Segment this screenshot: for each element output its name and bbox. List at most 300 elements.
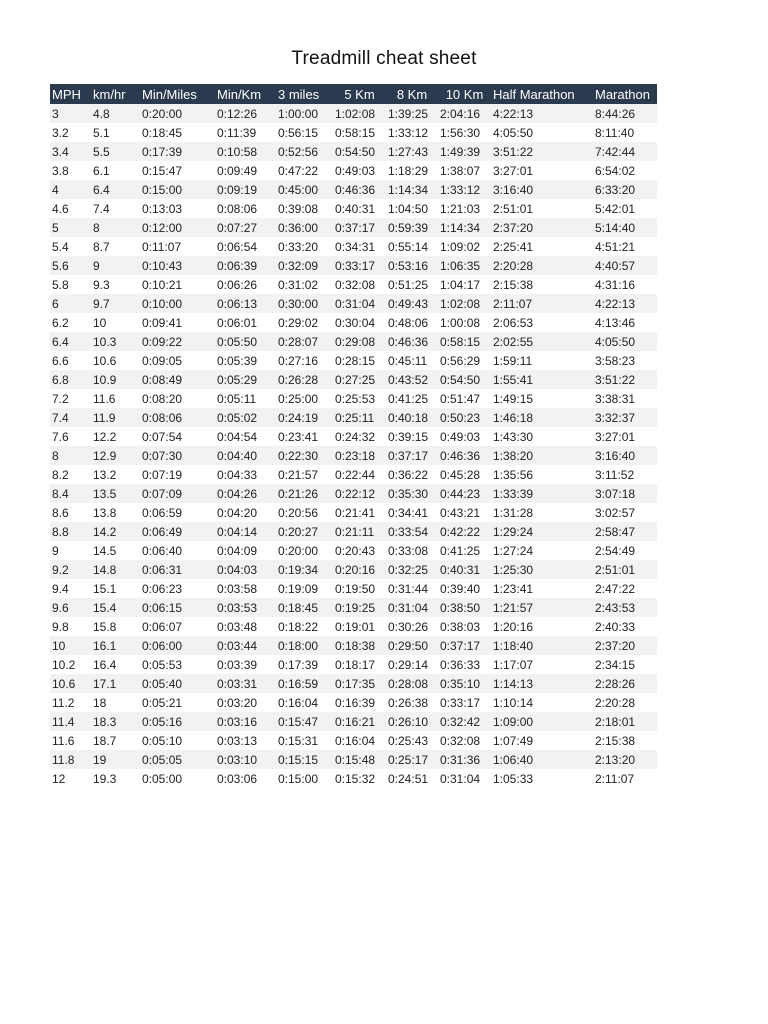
cell-10-km: 0:58:15 bbox=[438, 332, 491, 351]
cell-mph: 7.6 bbox=[50, 427, 91, 446]
cell-marathon: 8:11:40 bbox=[593, 123, 657, 142]
cell-mph: 11.6 bbox=[50, 731, 91, 750]
cell-mph: 3.8 bbox=[50, 161, 91, 180]
table-body bbox=[50, 104, 657, 788]
cell-half-marathon: 1:17:07 bbox=[491, 655, 593, 674]
cell-half-marathon: 3:51:22 bbox=[491, 142, 593, 161]
cell-half-marathon: 1:05:33 bbox=[491, 769, 593, 788]
cell-8-km: 0:53:16 bbox=[386, 256, 438, 275]
cell-10-km: 0:56:29 bbox=[438, 351, 491, 370]
cell-min-km: 0:06:13 bbox=[215, 294, 276, 313]
cell-5-km: 0:32:08 bbox=[333, 275, 386, 294]
cell-8-km: 0:39:15 bbox=[386, 427, 438, 446]
cell-mph: 9.2 bbox=[50, 560, 91, 579]
cell-kmhr: 12.9 bbox=[91, 446, 140, 465]
cell-5-km: 0:19:01 bbox=[333, 617, 386, 636]
cell-8-km: 0:31:04 bbox=[386, 598, 438, 617]
table-row bbox=[50, 636, 657, 655]
cell-10-km: 0:38:50 bbox=[438, 598, 491, 617]
cell-half-marathon: 2:25:41 bbox=[491, 237, 593, 256]
cell-half-marathon: 1:25:30 bbox=[491, 560, 593, 579]
cell-min-miles: 0:07:19 bbox=[140, 465, 215, 484]
cell-10-km: 0:50:23 bbox=[438, 408, 491, 427]
header-min-miles: Min/Miles bbox=[140, 84, 215, 104]
cell-kmhr: 13.8 bbox=[91, 503, 140, 522]
cell-mph: 8 bbox=[50, 446, 91, 465]
cell-5-km: 0:23:18 bbox=[333, 446, 386, 465]
cell-5-km: 0:18:38 bbox=[333, 636, 386, 655]
table-row bbox=[50, 294, 657, 313]
cell-10-km: 0:51:47 bbox=[438, 389, 491, 408]
cell-3-miles: 0:20:00 bbox=[276, 541, 333, 560]
cell-marathon: 3:38:31 bbox=[593, 389, 657, 408]
table-row bbox=[50, 769, 657, 788]
table-row bbox=[50, 275, 657, 294]
header-min-km: Min/Km bbox=[215, 84, 276, 104]
cell-min-km: 0:06:26 bbox=[215, 275, 276, 294]
cell-half-marathon: 1:29:24 bbox=[491, 522, 593, 541]
table-row bbox=[50, 389, 657, 408]
cell-half-marathon: 2:20:28 bbox=[491, 256, 593, 275]
cell-min-miles: 0:05:40 bbox=[140, 674, 215, 693]
table-row bbox=[50, 693, 657, 712]
cell-min-km: 0:03:31 bbox=[215, 674, 276, 693]
cell-min-km: 0:04:09 bbox=[215, 541, 276, 560]
cell-10-km: 0:32:08 bbox=[438, 731, 491, 750]
table-row bbox=[50, 674, 657, 693]
cell-min-km: 0:04:33 bbox=[215, 465, 276, 484]
cell-10-km: 1:02:08 bbox=[438, 294, 491, 313]
cell-min-miles: 0:10:21 bbox=[140, 275, 215, 294]
cell-kmhr: 17.1 bbox=[91, 674, 140, 693]
cell-marathon: 2:40:33 bbox=[593, 617, 657, 636]
cell-mph: 4 bbox=[50, 180, 91, 199]
cell-3-miles: 0:24:19 bbox=[276, 408, 333, 427]
cell-3-miles: 1:00:00 bbox=[276, 104, 333, 123]
cell-min-miles: 0:05:10 bbox=[140, 731, 215, 750]
cell-kmhr: 10 bbox=[91, 313, 140, 332]
cell-mph: 7.2 bbox=[50, 389, 91, 408]
cell-marathon: 5:14:40 bbox=[593, 218, 657, 237]
cell-10-km: 0:54:50 bbox=[438, 370, 491, 389]
cell-marathon: 2:37:20 bbox=[593, 636, 657, 655]
cell-marathon: 7:42:44 bbox=[593, 142, 657, 161]
cell-3-miles: 0:52:56 bbox=[276, 142, 333, 161]
cell-8-km: 0:43:52 bbox=[386, 370, 438, 389]
table-row bbox=[50, 503, 657, 522]
cell-min-km: 0:04:03 bbox=[215, 560, 276, 579]
cell-min-km: 0:04:14 bbox=[215, 522, 276, 541]
cell-10-km: 0:31:04 bbox=[438, 769, 491, 788]
cell-8-km: 0:29:14 bbox=[386, 655, 438, 674]
cell-mph: 5.8 bbox=[50, 275, 91, 294]
cell-10-km: 0:42:22 bbox=[438, 522, 491, 541]
cell-3-miles: 0:17:39 bbox=[276, 655, 333, 674]
cell-kmhr: 16.1 bbox=[91, 636, 140, 655]
cell-mph: 10.6 bbox=[50, 674, 91, 693]
table-row bbox=[50, 332, 657, 351]
table-row bbox=[50, 313, 657, 332]
cell-8-km: 0:36:22 bbox=[386, 465, 438, 484]
cell-5-km: 0:15:32 bbox=[333, 769, 386, 788]
cell-min-km: 0:03:48 bbox=[215, 617, 276, 636]
cell-min-miles: 0:18:45 bbox=[140, 123, 215, 142]
cell-half-marathon: 1:59:11 bbox=[491, 351, 593, 370]
cell-marathon: 2:47:22 bbox=[593, 579, 657, 598]
cell-marathon: 8:44:26 bbox=[593, 104, 657, 123]
cell-marathon: 2:11:07 bbox=[593, 769, 657, 788]
cell-3-miles: 0:16:59 bbox=[276, 674, 333, 693]
cell-marathon: 6:54:02 bbox=[593, 161, 657, 180]
table-row bbox=[50, 446, 657, 465]
cell-marathon: 2:20:28 bbox=[593, 693, 657, 712]
cell-8-km: 0:45:11 bbox=[386, 351, 438, 370]
cell-min-miles: 0:08:06 bbox=[140, 408, 215, 427]
cell-5-km: 0:28:15 bbox=[333, 351, 386, 370]
cell-8-km: 1:33:12 bbox=[386, 123, 438, 142]
cell-10-km: 0:32:42 bbox=[438, 712, 491, 731]
cell-min-km: 0:03:39 bbox=[215, 655, 276, 674]
table-header bbox=[50, 84, 657, 104]
cell-min-miles: 0:09:41 bbox=[140, 313, 215, 332]
cell-3-miles: 0:19:09 bbox=[276, 579, 333, 598]
cell-min-km: 0:08:06 bbox=[215, 199, 276, 218]
table-row bbox=[50, 579, 657, 598]
cell-8-km: 0:46:36 bbox=[386, 332, 438, 351]
table-row bbox=[50, 104, 657, 123]
cell-10-km: 0:45:28 bbox=[438, 465, 491, 484]
cell-half-marathon: 1:55:41 bbox=[491, 370, 593, 389]
cell-mph: 9.8 bbox=[50, 617, 91, 636]
header-8-km: 8 Km bbox=[386, 84, 438, 104]
cell-5-km: 0:15:48 bbox=[333, 750, 386, 769]
cell-3-miles: 0:20:27 bbox=[276, 522, 333, 541]
cell-min-miles: 0:06:59 bbox=[140, 503, 215, 522]
cell-5-km: 0:40:31 bbox=[333, 199, 386, 218]
table-row bbox=[50, 617, 657, 636]
cell-marathon: 4:31:16 bbox=[593, 275, 657, 294]
table-row bbox=[50, 351, 657, 370]
cell-marathon: 3:32:37 bbox=[593, 408, 657, 427]
cell-kmhr: 6.1 bbox=[91, 161, 140, 180]
cell-8-km: 0:25:43 bbox=[386, 731, 438, 750]
cell-5-km: 0:25:53 bbox=[333, 389, 386, 408]
cell-min-miles: 0:05:05 bbox=[140, 750, 215, 769]
cell-min-km: 0:09:19 bbox=[215, 180, 276, 199]
cell-min-km: 0:03:10 bbox=[215, 750, 276, 769]
cell-mph: 11.2 bbox=[50, 693, 91, 712]
cell-kmhr: 14.5 bbox=[91, 541, 140, 560]
cell-marathon: 2:43:53 bbox=[593, 598, 657, 617]
cell-10-km: 1:00:08 bbox=[438, 313, 491, 332]
cell-min-km: 0:04:26 bbox=[215, 484, 276, 503]
cell-mph: 6.8 bbox=[50, 370, 91, 389]
cell-5-km: 0:21:11 bbox=[333, 522, 386, 541]
table-row bbox=[50, 256, 657, 275]
cell-min-miles: 0:07:09 bbox=[140, 484, 215, 503]
cell-kmhr: 18.3 bbox=[91, 712, 140, 731]
cell-half-marathon: 2:02:55 bbox=[491, 332, 593, 351]
cell-marathon: 3:16:40 bbox=[593, 446, 657, 465]
cell-kmhr: 5.1 bbox=[91, 123, 140, 142]
cell-half-marathon: 2:15:38 bbox=[491, 275, 593, 294]
cell-3-miles: 0:47:22 bbox=[276, 161, 333, 180]
cell-kmhr: 14.2 bbox=[91, 522, 140, 541]
cell-mph: 8.2 bbox=[50, 465, 91, 484]
cell-3-miles: 0:56:15 bbox=[276, 123, 333, 142]
cell-kmhr: 10.3 bbox=[91, 332, 140, 351]
cell-marathon: 3:58:23 bbox=[593, 351, 657, 370]
cell-marathon: 5:42:01 bbox=[593, 199, 657, 218]
cell-3-miles: 0:28:07 bbox=[276, 332, 333, 351]
cell-min-miles: 0:07:54 bbox=[140, 427, 215, 446]
table-row bbox=[50, 522, 657, 541]
cell-3-miles: 0:20:56 bbox=[276, 503, 333, 522]
cell-10-km: 0:43:21 bbox=[438, 503, 491, 522]
cell-8-km: 0:34:41 bbox=[386, 503, 438, 522]
cell-half-marathon: 1:07:49 bbox=[491, 731, 593, 750]
cell-8-km: 0:48:06 bbox=[386, 313, 438, 332]
header-3-miles: 3 miles bbox=[276, 84, 333, 104]
cell-kmhr: 15.1 bbox=[91, 579, 140, 598]
cell-marathon: 2:54:49 bbox=[593, 541, 657, 560]
cell-10-km: 0:44:23 bbox=[438, 484, 491, 503]
cell-3-miles: 0:27:16 bbox=[276, 351, 333, 370]
cell-min-miles: 0:05:16 bbox=[140, 712, 215, 731]
cell-5-km: 0:18:17 bbox=[333, 655, 386, 674]
cell-min-miles: 0:05:00 bbox=[140, 769, 215, 788]
cell-half-marathon: 1:27:24 bbox=[491, 541, 593, 560]
cell-kmhr: 19.3 bbox=[91, 769, 140, 788]
cell-kmhr: 10.9 bbox=[91, 370, 140, 389]
cell-3-miles: 0:15:15 bbox=[276, 750, 333, 769]
cell-mph: 5.4 bbox=[50, 237, 91, 256]
pace-table bbox=[50, 84, 657, 788]
cell-mph: 6.6 bbox=[50, 351, 91, 370]
cell-min-miles: 0:06:40 bbox=[140, 541, 215, 560]
cell-min-miles: 0:17:39 bbox=[140, 142, 215, 161]
cell-8-km: 1:14:34 bbox=[386, 180, 438, 199]
cell-mph: 9.6 bbox=[50, 598, 91, 617]
cell-marathon: 4:05:50 bbox=[593, 332, 657, 351]
cell-min-km: 0:03:06 bbox=[215, 769, 276, 788]
cell-min-km: 0:07:27 bbox=[215, 218, 276, 237]
cell-10-km: 1:04:17 bbox=[438, 275, 491, 294]
cell-3-miles: 0:16:04 bbox=[276, 693, 333, 712]
cell-half-marathon: 1:14:13 bbox=[491, 674, 593, 693]
cell-5-km: 0:25:11 bbox=[333, 408, 386, 427]
cell-5-km: 0:16:04 bbox=[333, 731, 386, 750]
cell-min-km: 0:05:11 bbox=[215, 389, 276, 408]
cell-marathon: 4:13:46 bbox=[593, 313, 657, 332]
cell-3-miles: 0:18:22 bbox=[276, 617, 333, 636]
cell-min-miles: 0:09:22 bbox=[140, 332, 215, 351]
cell-5-km: 0:24:32 bbox=[333, 427, 386, 446]
cell-marathon: 2:15:38 bbox=[593, 731, 657, 750]
cell-5-km: 0:20:43 bbox=[333, 541, 386, 560]
cell-marathon: 2:58:47 bbox=[593, 522, 657, 541]
header-half-marathon: Half Marathon bbox=[491, 84, 593, 104]
cell-min-km: 0:04:20 bbox=[215, 503, 276, 522]
cell-5-km: 0:21:41 bbox=[333, 503, 386, 522]
cell-marathon: 3:07:18 bbox=[593, 484, 657, 503]
cell-10-km: 0:40:31 bbox=[438, 560, 491, 579]
cell-10-km: 1:38:07 bbox=[438, 161, 491, 180]
cell-mph: 3 bbox=[50, 104, 91, 123]
cell-kmhr: 7.4 bbox=[91, 199, 140, 218]
cell-kmhr: 10.6 bbox=[91, 351, 140, 370]
cell-mph: 8.4 bbox=[50, 484, 91, 503]
cell-8-km: 0:30:26 bbox=[386, 617, 438, 636]
header-mph: MPH bbox=[50, 84, 91, 104]
cell-half-marathon: 3:27:01 bbox=[491, 161, 593, 180]
cell-half-marathon: 1:06:40 bbox=[491, 750, 593, 769]
cell-3-miles: 0:36:00 bbox=[276, 218, 333, 237]
table-row bbox=[50, 142, 657, 161]
cell-half-marathon: 1:38:20 bbox=[491, 446, 593, 465]
cell-10-km: 0:41:25 bbox=[438, 541, 491, 560]
cell-marathon: 4:40:57 bbox=[593, 256, 657, 275]
table-row bbox=[50, 408, 657, 427]
cell-min-miles: 0:07:30 bbox=[140, 446, 215, 465]
cell-8-km: 0:33:54 bbox=[386, 522, 438, 541]
cell-min-km: 0:10:58 bbox=[215, 142, 276, 161]
cell-8-km: 0:37:17 bbox=[386, 446, 438, 465]
cell-mph: 3.2 bbox=[50, 123, 91, 142]
cell-half-marathon: 2:06:53 bbox=[491, 313, 593, 332]
cell-marathon: 6:33:20 bbox=[593, 180, 657, 199]
cell-min-miles: 0:06:00 bbox=[140, 636, 215, 655]
cell-5-km: 0:19:50 bbox=[333, 579, 386, 598]
cell-min-miles: 0:06:31 bbox=[140, 560, 215, 579]
table-row bbox=[50, 712, 657, 731]
cell-8-km: 0:26:38 bbox=[386, 693, 438, 712]
table-row bbox=[50, 180, 657, 199]
table-row bbox=[50, 218, 657, 237]
table-row bbox=[50, 731, 657, 750]
cell-min-km: 0:03:16 bbox=[215, 712, 276, 731]
cell-min-km: 0:05:29 bbox=[215, 370, 276, 389]
cell-10-km: 0:49:03 bbox=[438, 427, 491, 446]
cell-mph: 6.2 bbox=[50, 313, 91, 332]
cell-5-km: 0:20:16 bbox=[333, 560, 386, 579]
cell-8-km: 0:55:14 bbox=[386, 237, 438, 256]
cell-marathon: 3:27:01 bbox=[593, 427, 657, 446]
cell-min-km: 0:03:13 bbox=[215, 731, 276, 750]
cell-kmhr: 12.2 bbox=[91, 427, 140, 446]
cell-mph: 6 bbox=[50, 294, 91, 313]
cell-marathon: 2:13:20 bbox=[593, 750, 657, 769]
cell-5-km: 1:02:08 bbox=[333, 104, 386, 123]
cell-10-km: 2:04:16 bbox=[438, 104, 491, 123]
cell-10-km: 0:46:36 bbox=[438, 446, 491, 465]
cell-8-km: 0:41:25 bbox=[386, 389, 438, 408]
cell-half-marathon: 2:37:20 bbox=[491, 218, 593, 237]
cell-5-km: 0:46:36 bbox=[333, 180, 386, 199]
cell-3-miles: 0:18:00 bbox=[276, 636, 333, 655]
cell-mph: 7.4 bbox=[50, 408, 91, 427]
cell-10-km: 1:06:35 bbox=[438, 256, 491, 275]
cell-kmhr: 9.3 bbox=[91, 275, 140, 294]
cell-half-marathon: 3:16:40 bbox=[491, 180, 593, 199]
cell-marathon: 3:11:52 bbox=[593, 465, 657, 484]
cell-5-km: 0:49:03 bbox=[333, 161, 386, 180]
cell-5-km: 0:19:25 bbox=[333, 598, 386, 617]
cell-kmhr: 4.8 bbox=[91, 104, 140, 123]
cell-min-miles: 0:08:49 bbox=[140, 370, 215, 389]
cell-min-km: 0:03:20 bbox=[215, 693, 276, 712]
cell-5-km: 0:17:35 bbox=[333, 674, 386, 693]
cell-3-miles: 0:25:00 bbox=[276, 389, 333, 408]
cell-kmhr: 8.7 bbox=[91, 237, 140, 256]
cell-10-km: 1:14:34 bbox=[438, 218, 491, 237]
cell-8-km: 0:32:25 bbox=[386, 560, 438, 579]
cell-min-km: 0:09:49 bbox=[215, 161, 276, 180]
cell-kmhr: 5.5 bbox=[91, 142, 140, 161]
cell-half-marathon: 2:51:01 bbox=[491, 199, 593, 218]
cell-10-km: 1:33:12 bbox=[438, 180, 491, 199]
cell-mph: 11.8 bbox=[50, 750, 91, 769]
cell-8-km: 1:27:43 bbox=[386, 142, 438, 161]
cell-kmhr: 8 bbox=[91, 218, 140, 237]
cell-half-marathon: 1:10:14 bbox=[491, 693, 593, 712]
cell-half-marathon: 4:22:13 bbox=[491, 104, 593, 123]
table-row bbox=[50, 199, 657, 218]
cell-kmhr: 11.6 bbox=[91, 389, 140, 408]
cell-half-marathon: 1:33:39 bbox=[491, 484, 593, 503]
cell-half-marathon: 1:46:18 bbox=[491, 408, 593, 427]
cell-min-km: 0:11:39 bbox=[215, 123, 276, 142]
cell-min-miles: 0:06:49 bbox=[140, 522, 215, 541]
cell-kmhr: 6.4 bbox=[91, 180, 140, 199]
cell-half-marathon: 4:05:50 bbox=[491, 123, 593, 142]
cell-8-km: 0:29:50 bbox=[386, 636, 438, 655]
cell-kmhr: 11.9 bbox=[91, 408, 140, 427]
cell-min-km: 0:03:53 bbox=[215, 598, 276, 617]
cell-10-km: 0:38:03 bbox=[438, 617, 491, 636]
cell-8-km: 0:26:10 bbox=[386, 712, 438, 731]
cell-3-miles: 0:26:28 bbox=[276, 370, 333, 389]
cell-marathon: 2:28:26 bbox=[593, 674, 657, 693]
table-row bbox=[50, 161, 657, 180]
cell-8-km: 0:28:08 bbox=[386, 674, 438, 693]
cell-min-km: 0:03:44 bbox=[215, 636, 276, 655]
cell-kmhr: 18 bbox=[91, 693, 140, 712]
cell-min-miles: 0:15:00 bbox=[140, 180, 215, 199]
cell-mph: 10 bbox=[50, 636, 91, 655]
cell-half-marathon: 1:31:28 bbox=[491, 503, 593, 522]
cell-half-marathon: 1:43:30 bbox=[491, 427, 593, 446]
cell-mph: 9.4 bbox=[50, 579, 91, 598]
cell-mph: 6.4 bbox=[50, 332, 91, 351]
cell-half-marathon: 1:09:00 bbox=[491, 712, 593, 731]
cell-min-miles: 0:10:00 bbox=[140, 294, 215, 313]
table-row bbox=[50, 370, 657, 389]
cell-8-km: 1:04:50 bbox=[386, 199, 438, 218]
cell-8-km: 0:24:51 bbox=[386, 769, 438, 788]
cell-3-miles: 0:29:02 bbox=[276, 313, 333, 332]
cell-min-km: 0:04:40 bbox=[215, 446, 276, 465]
cell-min-miles: 0:08:20 bbox=[140, 389, 215, 408]
header-row bbox=[50, 84, 657, 104]
cell-half-marathon: 1:23:41 bbox=[491, 579, 593, 598]
table-row bbox=[50, 541, 657, 560]
table-row bbox=[50, 750, 657, 769]
cell-kmhr: 15.8 bbox=[91, 617, 140, 636]
cell-mph: 4.6 bbox=[50, 199, 91, 218]
cell-5-km: 0:27:25 bbox=[333, 370, 386, 389]
cell-10-km: 0:37:17 bbox=[438, 636, 491, 655]
